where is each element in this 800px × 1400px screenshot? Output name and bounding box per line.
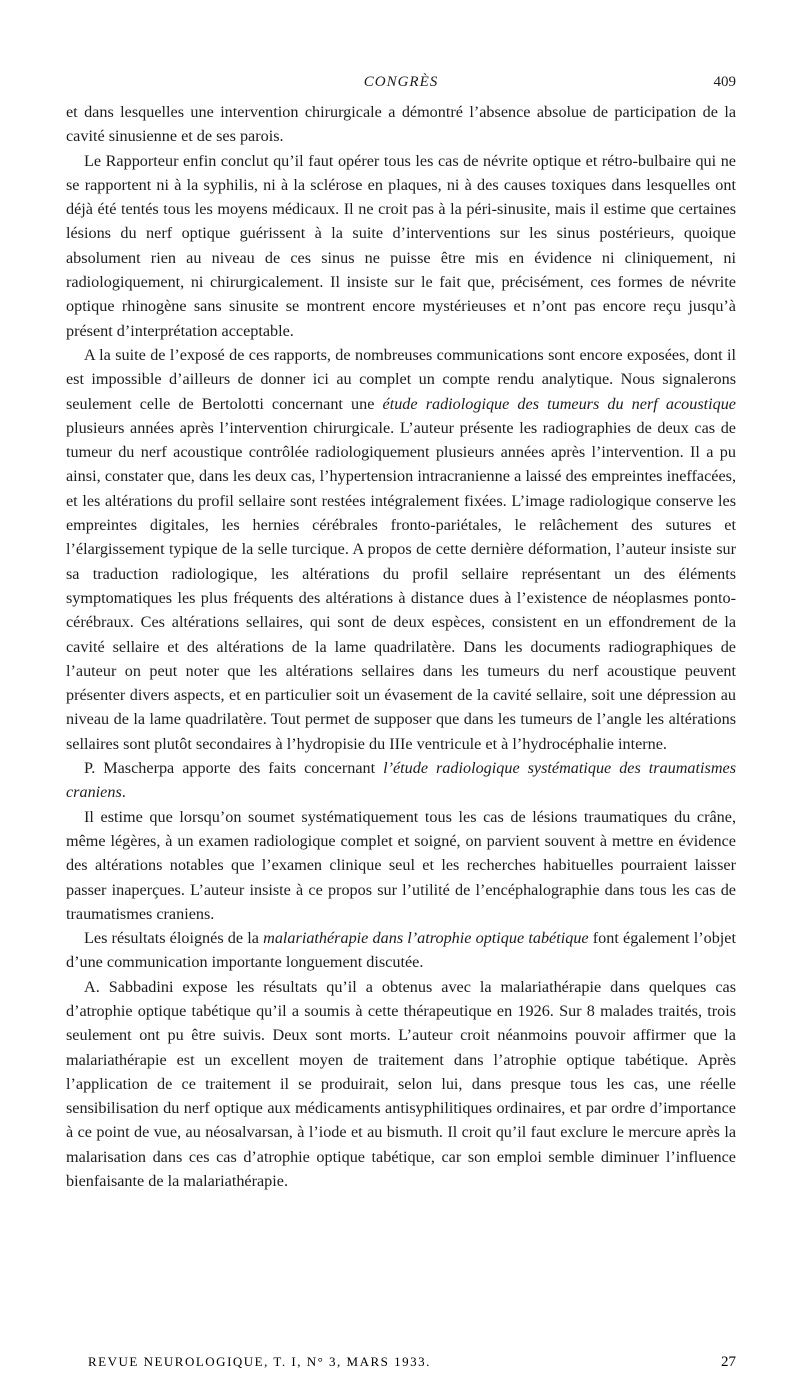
- paragraph-rapporteur-conclusion: [66, 149, 736, 343]
- sheet-number: 27: [721, 1354, 736, 1370]
- paragraph-bertolotti: [66, 343, 736, 756]
- communication-title: étude radiologique des tumeurs du nerf acoustique: [382, 394, 736, 413]
- running-head: [66, 70, 736, 92]
- page-number: 409: [713, 74, 736, 90]
- paragraph-continuation: [66, 100, 736, 149]
- paragraph-text: P. Mascherpa apporte des faits concernant: [84, 759, 384, 778]
- article-body: [66, 100, 736, 1193]
- paragraph-text: font également l’objet d’une communication importante longuement discutée.: [66, 929, 736, 972]
- communication-title: malariathérapie dans l’atrophie optique tabétique: [263, 929, 589, 948]
- paragraph-traumatismes: [66, 805, 736, 926]
- paragraph-text: A la suite de l’exposé de ces rapports, de nombreuses communications sont encore exposées, dont il est impossible d’ailleurs de donner ici au complet un compte rendu analytique. Nous signalerons seulement celle de Bertolotti concernant une: [66, 345, 736, 413]
- running-title: CONGRÈS: [363, 74, 439, 90]
- paragraph-malariatherapie: [66, 926, 736, 975]
- paragraph-text: .: [121, 783, 126, 802]
- paragraph-mascherpa: [66, 756, 736, 805]
- journal-citation: REVUE NEUROLOGIQUE, T. I, N° 3, MARS 1933.: [88, 1354, 431, 1369]
- paragraph-text: et dans lesquelles une intervention chirurgicale a démontré l’absence absolue de participation de la cavité sinusienne et de ses parois.: [66, 103, 736, 146]
- paragraph-text: Le Rapporteur enfin conclut qu’il faut opérer tous les cas de névrite optique et rétro-bulbaire qui ne se rapportent ni à la syphilis, ni à la sclérose en plaques, ni à des causes toxiques dans lesquelles ont déjà été tentés tous les moyens médicaux. Il ne croit pas à la péri-sinusite, mais il estime que certaines lésions du nerf optique guérissent à la suite d’interventions sur les sinus postérieurs, quoique absolument rien au niveau de ces sinus ne puisse être mis en évidence ni cliniquement, ni radiologiquement, ni chirurgicalement. Il insiste sur le fait que, précisément, ces formes de névrite optique rhinogène sans sinusite se montrent encore mystérieuses et n’ont pas encore reçu jusqu’à présent d’interprétation acceptable.: [66, 151, 736, 340]
- communication-title: l’étude radiologique systématique des traumatismes craniens: [66, 759, 736, 802]
- paragraph-text: Il estime que lorsqu’on soumet systématiquement tous les cas de lésions traumatiques du crâne, même légères, à un examen radiologique complet et soigné, on parvient souvent à mettre en évidence des altérations notables que l’examen clinique seul et les recherches habituelles pourraient laisser passer inaperçues. L’auteur insiste à ce propos sur l’utilité de l’encéphalographie dans tous les cas de traumatismes craniens.: [66, 807, 736, 923]
- paragraph-text: Les résultats éloignés de la: [84, 929, 264, 948]
- page-footer: [88, 1354, 736, 1376]
- paragraph-text: A. Sabbadini expose les résultats qu’il a obtenus avec la malariathérapie dans quelques cas d’atrophie optique tabétique qu’il a soumis à cette thérapeutique en 1926. Sur 8 malades traités, trois seulement ont pu être suivis. Deux sont morts. L’auteur croit néanmoins pouvoir affirmer que la malariathérapie est un excellent moyen de traitement dans l’atrophie optique tabétique. Après l’application de ce traitement il se produirait, selon lui, dans presque tous les cas, une réelle sensibilisation du nerf optique aux médicaments antisyphilitiques ordinaires, et par ordre d’importance à ce point de vue, au néosalvarsan, à l’iode et au bismuth. Il croit qu’il faut exclure le mercure après la malarisation dans ces cas d’atrophie optique tabétique, car son emploi semble diminuer l’influence bienfaisante de la malariathérapie.: [66, 977, 736, 1191]
- paragraph-text: plusieurs années après l’intervention chirurgicale. L’auteur présente les radiographies de deux cas de tumeur du nerf acoustique contrôlée radiologiquement plusieurs années après l’intervention. Il a pu ainsi, constater que, dans les deux cas, l’hypertension intracranienne a laissé des empreintes ineffacées, et les altérations du profil sellaire sont restées intégralement fixées. L’image radiologique conserve les empreintes digitales, les hernies cérébrales fronto-pariétales, le relâchement des sutures et l’élargissement typique de la selle turcique. A propos de cette dernière déformation, l’auteur insiste sur sa traduction radiologique, les altérations du profil sellaire représentant un des éléments symptomatiques les plus fréquents des altérations à distance dues à l’existence de néoplasmes ponto-cérébraux. Ces altérations sellaires, qui sont de deux espèces, consistent en un effondrement de la cavité sellaire et des altérations de la lame quadrilatère. Dans les documents radiographiques de l’auteur on peut noter que les altérations sellaires dans les tumeurs du nerf acoustique peuvent présenter divers aspects, et en particulier soit un évasement de la cavité sellaire, soit une dépression au niveau de la lame quadrilatère. Tout permet de supposer que dans les tumeurs de l’angle les altérations sellaires sont plutôt secondaires à l’hydropisie du IIIe ventricule et à l’hydrocéphalie interne.: [66, 418, 736, 753]
- paragraph-sabbadini: [66, 975, 736, 1194]
